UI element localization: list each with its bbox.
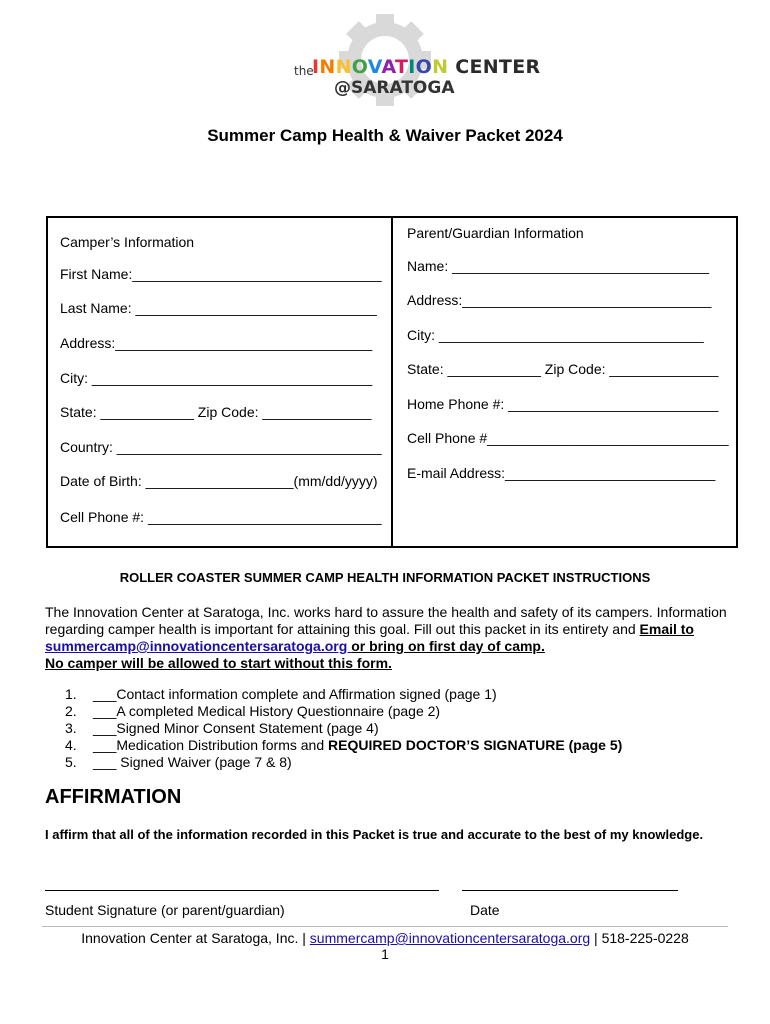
student-signature-line[interactable]	[45, 890, 439, 891]
list-item-text: ___Medication Distribution forms and REQUIRED DOCTOR’S SIGNATURE (page 5)	[93, 737, 623, 753]
list-item-number: 4.	[65, 737, 77, 753]
parent-email-field[interactable]: E-mail Address:___________________________	[407, 465, 716, 481]
camper-dob-field[interactable]: Date of Birth: ___________________(mm/dd/yyyy)	[60, 473, 378, 489]
list-item-text: ___A completed Medical History Questionnaire (page 2)	[93, 703, 441, 719]
camper-info-heading: Camper’s Information	[60, 234, 195, 250]
camper-address-field[interactable]: Address:_________________________________	[60, 335, 373, 351]
bring-note: or bring on first day of camp.	[351, 638, 545, 654]
footer-phone: | 518-225-0228	[590, 930, 689, 946]
logo-center-text: CENTER	[455, 56, 541, 78]
page-number: 1	[381, 946, 389, 962]
parent-info-heading: Parent/Guardian Information	[407, 225, 584, 241]
affirmation-text: I affirm that all of the information recorded in this Packet is true and accurate to the best of my knowledge.	[45, 827, 704, 842]
list-item-number: 3.	[65, 720, 77, 736]
camper-state-zip-field[interactable]: State: ____________ Zip Code: ______________	[60, 404, 372, 420]
instructions-text	[45, 604, 735, 672]
student-signature-label: Student Signature (or parent/guardian)	[45, 902, 285, 918]
parent-name-field[interactable]: Name: _________________________________	[407, 258, 710, 274]
affirmation-heading: AFFIRMATION	[45, 786, 182, 808]
parent-state-zip-field[interactable]: State: ____________ Zip Code: ______________	[407, 361, 719, 377]
logo-at-saratoga: @SARATOGA	[334, 78, 455, 98]
list-item-number: 2.	[65, 703, 77, 719]
list-item-number: 1.	[65, 686, 77, 702]
page-title: Summer Camp Health & Waiver Packet 2024	[207, 126, 563, 145]
instructions-heading: ROLLER COASTER SUMMER CAMP HEALTH INFORMATION PACKET INSTRUCTIONS	[119, 570, 651, 585]
parent-city-field[interactable]: City: __________________________________	[407, 327, 704, 343]
parent-cell-phone-field[interactable]: Cell Phone #_______________________________	[407, 430, 729, 446]
parent-home-phone-field[interactable]: Home Phone #: ___________________________	[407, 396, 719, 412]
camper-country-field[interactable]: Country: __________________________________	[60, 439, 382, 455]
email-link[interactable]: summercamp@innovationcentersaratoga.org	[45, 638, 352, 654]
date-label: Date	[470, 902, 500, 918]
email-to-label: Email to	[639, 621, 694, 637]
camper-city-field[interactable]: City: ____________________________________	[60, 370, 373, 386]
info-divider	[391, 216, 393, 548]
list-item-number: 5.	[65, 754, 77, 770]
footer	[0, 930, 770, 946]
no-camper-warning: No camper will be allowed to start without this form.	[45, 655, 392, 671]
logo	[290, 14, 541, 106]
footer-divider	[42, 926, 728, 927]
footer-org: Innovation Center at Saratoga, Inc. |	[81, 930, 310, 946]
camper-cell-phone-field[interactable]: Cell Phone #: ______________________________	[60, 509, 382, 525]
camper-first-name-field[interactable]: First Name:________________________________	[60, 266, 382, 282]
list-item-text: ___Contact information complete and Affirmation signed (page 1)	[93, 686, 497, 702]
logo-the-text: the	[294, 64, 314, 78]
list-item-text: ___ Signed Waiver (page 7 & 8)	[93, 754, 292, 770]
logo-name	[312, 56, 540, 78]
camper-last-name-field[interactable]: Last Name: _______________________________	[60, 300, 377, 316]
instructions-body: The Innovation Center at Saratoga, Inc. works hard to assure the health and safety of its campers. Information regarding camper health is important for attaining this goal. Fill out this packet in its entirety and	[45, 604, 727, 637]
parent-address-field[interactable]: Address:________________________________	[407, 292, 712, 308]
list-item-text: ___Signed Minor Consent Statement (page 4)	[93, 720, 379, 736]
logo-innovation-text: INNOVATION	[312, 56, 449, 78]
date-line[interactable]	[462, 890, 678, 891]
footer-email-link[interactable]: summercamp@innovationcentersaratoga.org	[309, 930, 591, 946]
